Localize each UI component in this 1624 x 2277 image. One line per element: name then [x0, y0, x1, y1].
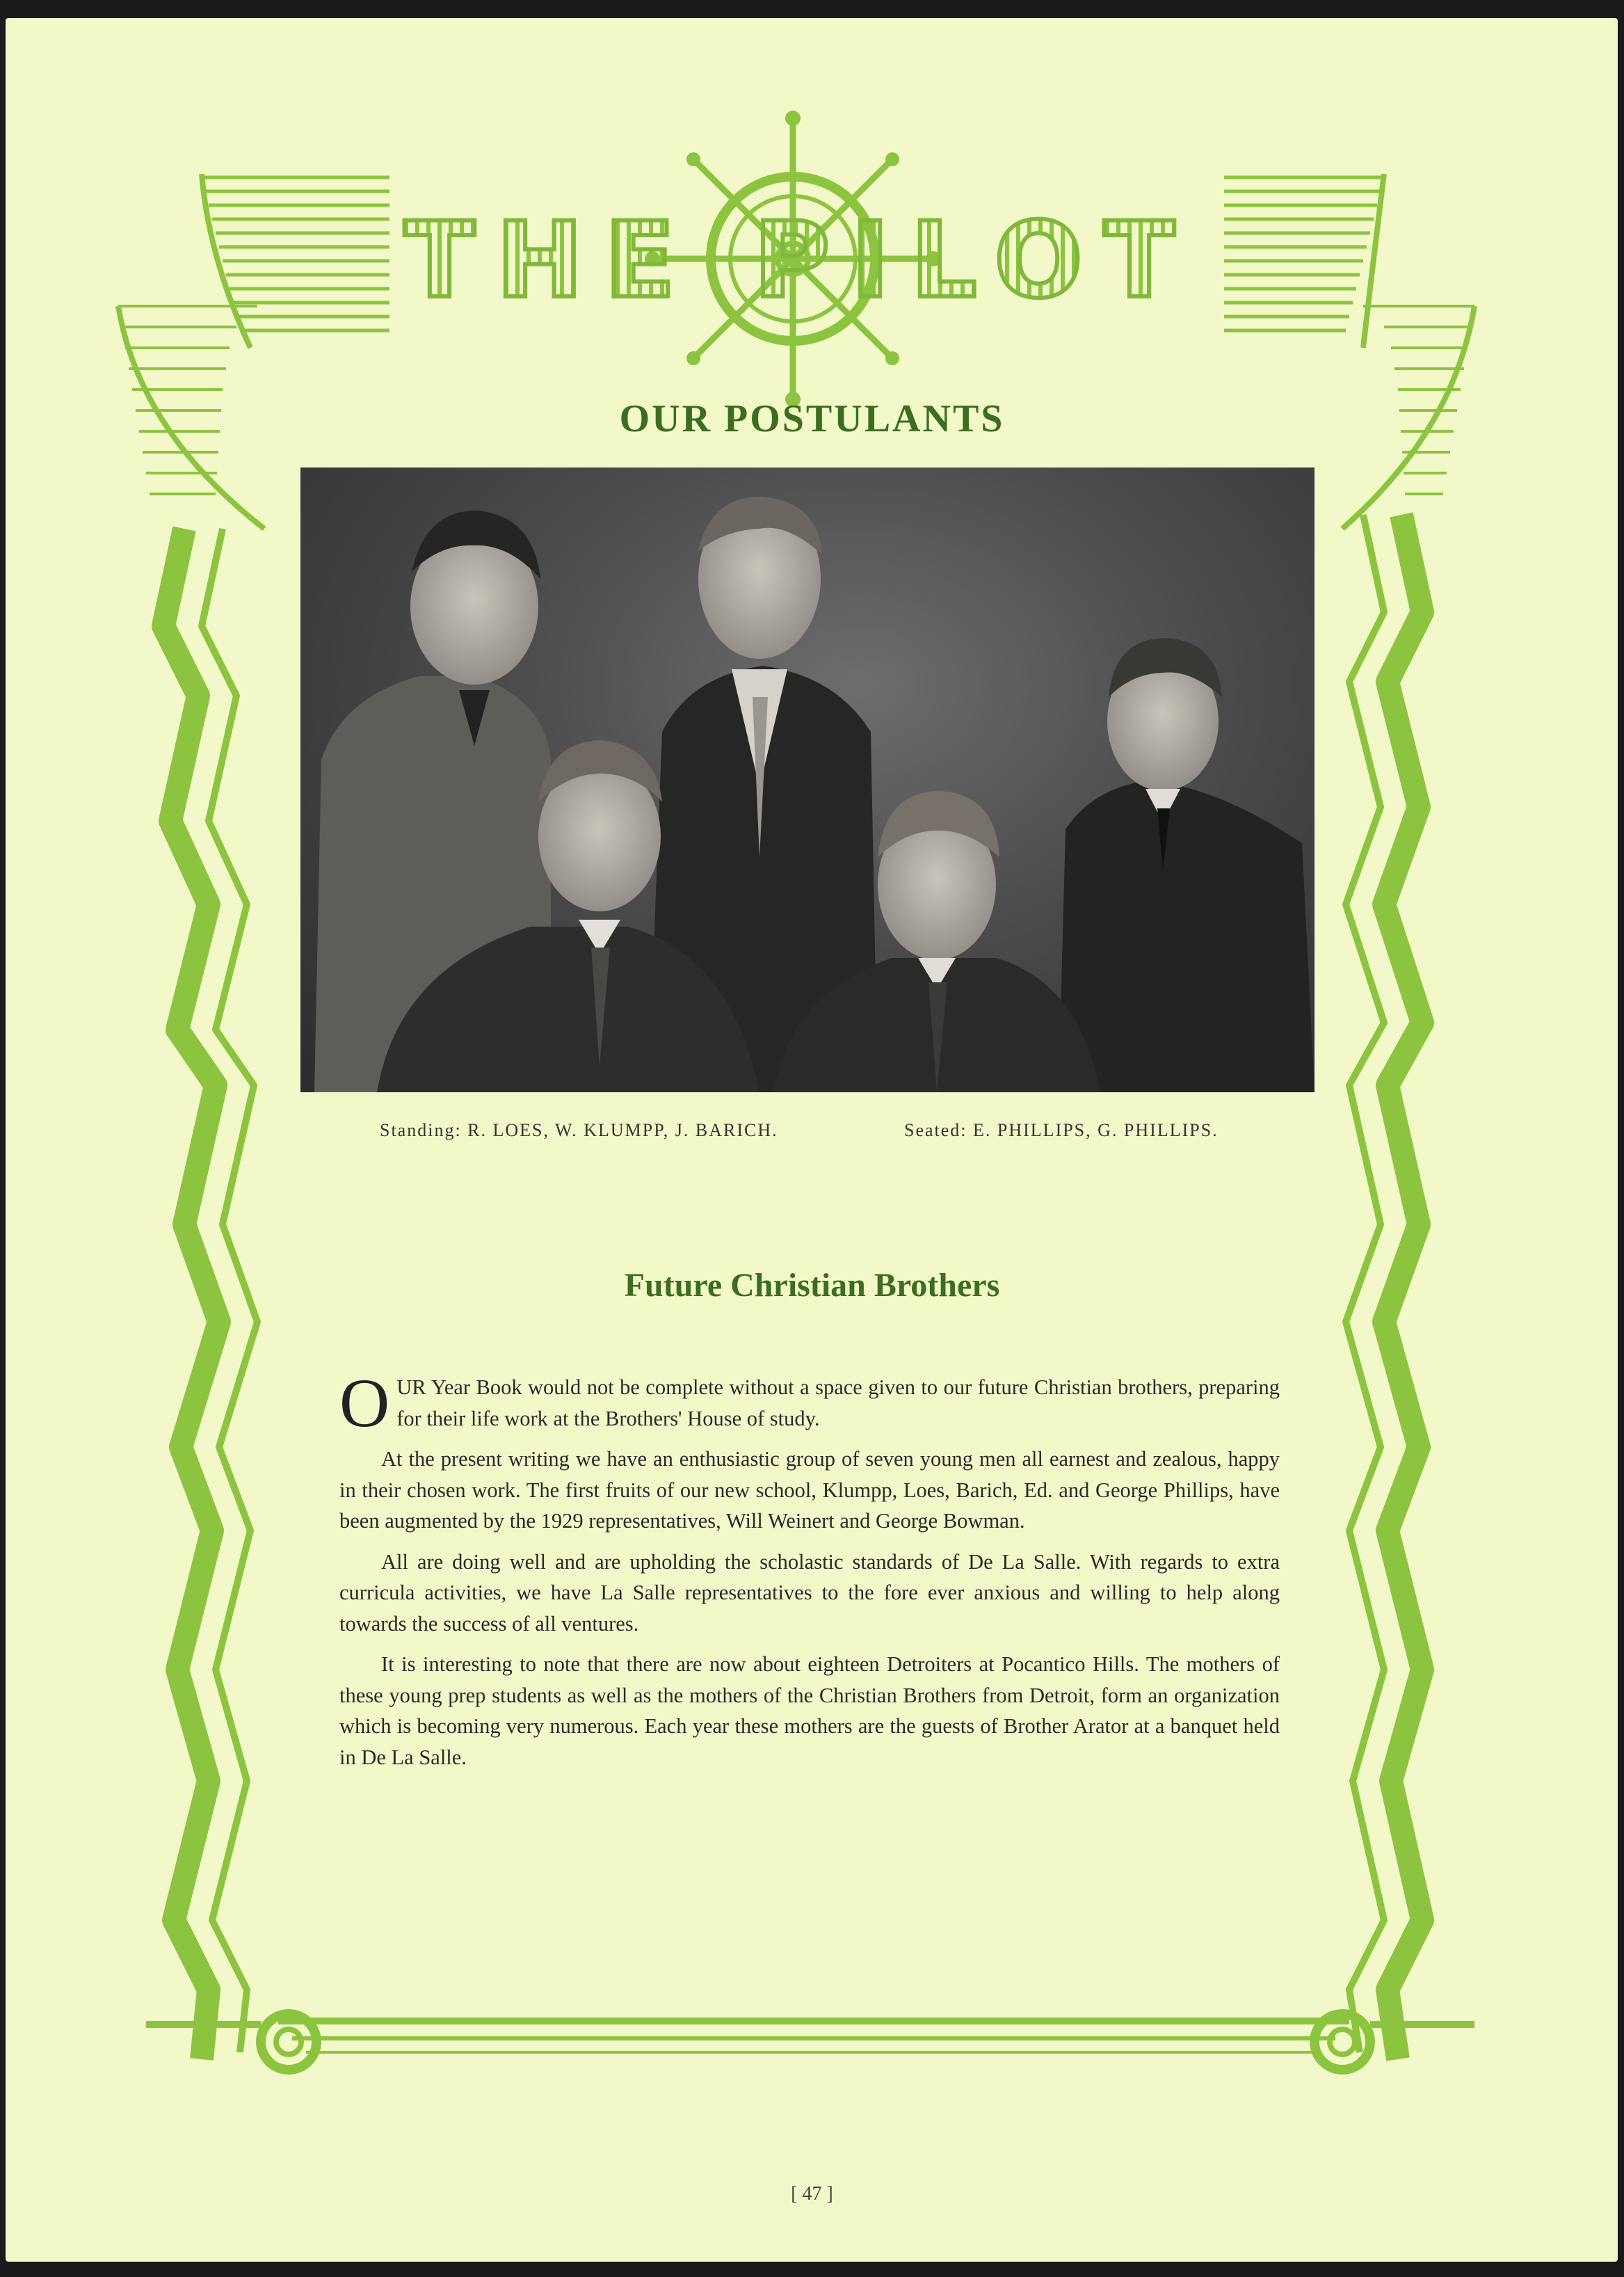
masthead	[362, 195, 1238, 327]
article-heading: Future Christian Brothers	[624, 1267, 1000, 1304]
banner-lines-right	[1224, 177, 1384, 330]
group-photo	[300, 468, 1315, 1092]
person-standing-right	[1059, 638, 1315, 1092]
drop-cap: O	[339, 1364, 390, 1441]
caption-seated: Seated: E. PHILLIPS, G. PHILLIPS.	[904, 1120, 1219, 1140]
paragraph-1: OUR Year Book would not be complete without a space given to our future Christian brothers, preparing for their life work at the Brothers' House of study.	[339, 1364, 1280, 1441]
article-body	[339, 1364, 1280, 1782]
section-title: OUR POSTULANTS	[619, 397, 1005, 440]
page-number: [ 47 ]	[791, 2183, 833, 2205]
caption-standing: Standing: R. LOES, W. KLUMPP, J. BARICH.	[380, 1120, 778, 1140]
paragraph-2: At the present writing we have an enthusiastic group of seven young men all earnest and zealous, happy in their chosen work. The first fruits of our new school, Klumpp, Loes, Barich, Ed. and George Phillips, have been augmented by the 1929 representatives, Will Weinert and George Bowman.	[339, 1447, 1280, 1533]
paragraph-4: It is interesting to note that there are now about eighteen Detroiters at Pocantico Hills. The mothers of these young prep students as well as the mothers of the Christian Brothers from Detroit, form an organization which is becoming very numerous. Each year these mothers are the guests of Brother Arator at a banquet held in De La Salle.	[339, 1652, 1280, 1769]
masthead-title: THE PILOT	[403, 200, 1196, 321]
paragraph-3: All are doing well and are upholding the scholastic standards of De La Salle. With regards to extra curricula activities, we have La Salle representatives to the fore ever anxious and willing to help along towards the success of all ventures.	[339, 1549, 1280, 1636]
